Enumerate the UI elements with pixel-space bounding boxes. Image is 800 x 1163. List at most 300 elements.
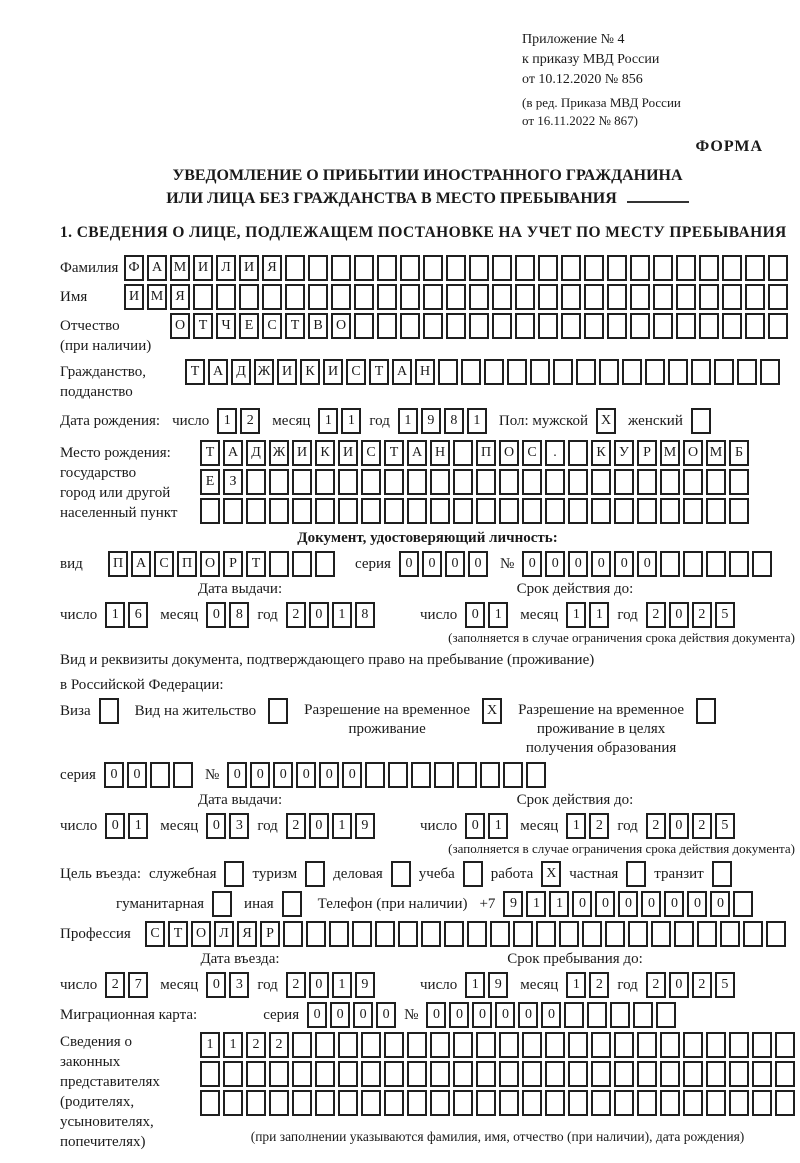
- profession-cells[interactable]: [145, 921, 786, 947]
- char-cell[interactable]: Ф: [124, 255, 144, 281]
- char-cell[interactable]: 1: [332, 602, 352, 628]
- char-cell[interactable]: Т: [193, 313, 213, 339]
- char-cell[interactable]: 3: [229, 813, 249, 839]
- char-cell[interactable]: [545, 469, 565, 495]
- char-cell[interactable]: [212, 891, 232, 917]
- char-cell[interactable]: [503, 762, 523, 788]
- char-cell[interactable]: 1: [566, 972, 586, 998]
- char-cell[interactable]: [305, 861, 325, 887]
- char-cell[interactable]: [444, 921, 464, 947]
- char-cell[interactable]: [576, 359, 596, 385]
- char-cell[interactable]: [193, 284, 213, 310]
- char-cell[interactable]: [568, 498, 588, 524]
- char-cell[interactable]: [423, 255, 443, 281]
- char-cell[interactable]: О: [331, 313, 351, 339]
- char-cell[interactable]: [766, 921, 786, 947]
- char-cell[interactable]: [200, 498, 220, 524]
- char-cell[interactable]: Н: [430, 440, 450, 466]
- char-cell[interactable]: [461, 359, 481, 385]
- char-cell[interactable]: [269, 469, 289, 495]
- char-cell[interactable]: 2: [269, 1032, 289, 1058]
- char-cell[interactable]: 5: [715, 972, 735, 998]
- char-cell[interactable]: В: [308, 313, 328, 339]
- char-cell[interactable]: 7: [128, 972, 148, 998]
- char-cell[interactable]: 8: [444, 408, 464, 434]
- char-cell[interactable]: [331, 284, 351, 310]
- char-cell[interactable]: [696, 698, 716, 724]
- char-cell[interactable]: [706, 1090, 726, 1116]
- char-cell[interactable]: [733, 891, 753, 917]
- char-cell[interactable]: [630, 313, 650, 339]
- char-cell[interactable]: [407, 1090, 427, 1116]
- char-cell[interactable]: Т: [285, 313, 305, 339]
- char-cell[interactable]: [269, 551, 289, 577]
- char-cell[interactable]: [338, 469, 358, 495]
- char-cell[interactable]: Д: [231, 359, 251, 385]
- char-cell[interactable]: [99, 698, 119, 724]
- char-cell[interactable]: 0: [445, 551, 465, 577]
- char-cell[interactable]: [361, 469, 381, 495]
- char-cell[interactable]: [522, 1032, 542, 1058]
- char-cell[interactable]: [568, 1090, 588, 1116]
- char-cell[interactable]: 8: [229, 602, 249, 628]
- residence-expiry-year-cells[interactable]: [646, 813, 735, 839]
- char-cell[interactable]: И: [239, 255, 259, 281]
- identity-expiry-day-cells[interactable]: [465, 602, 508, 628]
- char-cell[interactable]: Я: [237, 921, 257, 947]
- char-cell[interactable]: 2: [286, 813, 306, 839]
- char-cell[interactable]: [292, 469, 312, 495]
- char-cell[interactable]: [423, 284, 443, 310]
- char-cell[interactable]: [384, 469, 404, 495]
- char-cell[interactable]: 1: [332, 813, 352, 839]
- char-cell[interactable]: [691, 359, 711, 385]
- char-cell[interactable]: 1: [128, 813, 148, 839]
- char-cell[interactable]: [737, 359, 757, 385]
- char-cell[interactable]: [446, 284, 466, 310]
- char-cell[interactable]: [630, 255, 650, 281]
- char-cell[interactable]: [591, 469, 611, 495]
- char-cell[interactable]: [720, 921, 740, 947]
- char-cell[interactable]: И: [193, 255, 213, 281]
- char-cell[interactable]: 1: [332, 972, 352, 998]
- char-cell[interactable]: И: [338, 440, 358, 466]
- char-cell[interactable]: [338, 1061, 358, 1087]
- char-cell[interactable]: [610, 1002, 630, 1028]
- char-cell[interactable]: [407, 1061, 427, 1087]
- entry-month-cells[interactable]: [206, 972, 249, 998]
- char-cell[interactable]: [224, 861, 244, 887]
- doc-number-cells[interactable]: [522, 551, 772, 577]
- char-cell[interactable]: [660, 551, 680, 577]
- char-cell[interactable]: [591, 1090, 611, 1116]
- char-cell[interactable]: 0: [669, 813, 689, 839]
- char-cell[interactable]: [536, 921, 556, 947]
- char-cell[interactable]: [561, 313, 581, 339]
- char-cell[interactable]: [722, 255, 742, 281]
- char-cell[interactable]: А: [147, 255, 167, 281]
- char-cell[interactable]: 1: [217, 408, 237, 434]
- entry-day-cells[interactable]: [105, 972, 148, 998]
- char-cell[interactable]: 8: [355, 602, 375, 628]
- char-cell[interactable]: [561, 284, 581, 310]
- char-cell[interactable]: 0: [541, 1002, 561, 1028]
- char-cell[interactable]: [476, 1061, 496, 1087]
- char-cell[interactable]: [522, 1061, 542, 1087]
- char-cell[interactable]: [484, 359, 504, 385]
- char-cell[interactable]: [591, 1032, 611, 1058]
- char-cell[interactable]: [630, 284, 650, 310]
- sex-male-checkbox[interactable]: [596, 408, 616, 434]
- char-cell[interactable]: П: [108, 551, 128, 577]
- purpose-tourism-checkbox[interactable]: [305, 861, 325, 887]
- char-cell[interactable]: К: [315, 440, 335, 466]
- char-cell[interactable]: А: [392, 359, 412, 385]
- identity-issue-year-cells[interactable]: [286, 602, 375, 628]
- char-cell[interactable]: [674, 921, 694, 947]
- char-cell[interactable]: [584, 284, 604, 310]
- char-cell[interactable]: [492, 313, 512, 339]
- char-cell[interactable]: [246, 498, 266, 524]
- char-cell[interactable]: [407, 498, 427, 524]
- char-cell[interactable]: [760, 359, 780, 385]
- char-cell[interactable]: [714, 359, 734, 385]
- char-cell[interactable]: 2: [692, 972, 712, 998]
- char-cell[interactable]: 1: [488, 602, 508, 628]
- char-cell[interactable]: [768, 284, 788, 310]
- char-cell[interactable]: [361, 1061, 381, 1087]
- char-cell[interactable]: [476, 1032, 496, 1058]
- char-cell[interactable]: [262, 284, 282, 310]
- char-cell[interactable]: [292, 1090, 312, 1116]
- char-cell[interactable]: [329, 921, 349, 947]
- char-cell[interactable]: [729, 1090, 749, 1116]
- char-cell[interactable]: [223, 498, 243, 524]
- char-cell[interactable]: [338, 1090, 358, 1116]
- char-cell[interactable]: 0: [296, 762, 316, 788]
- char-cell[interactable]: [246, 469, 266, 495]
- char-cell[interactable]: [729, 469, 749, 495]
- char-cell[interactable]: [729, 551, 749, 577]
- char-cell[interactable]: 2: [692, 602, 712, 628]
- char-cell[interactable]: [607, 284, 627, 310]
- char-cell[interactable]: [354, 313, 374, 339]
- char-cell[interactable]: [683, 1090, 703, 1116]
- char-cell[interactable]: 0: [518, 1002, 538, 1028]
- char-cell[interactable]: 1: [526, 891, 546, 917]
- char-cell[interactable]: .: [545, 440, 565, 466]
- char-cell[interactable]: 0: [422, 551, 442, 577]
- char-cell[interactable]: А: [223, 440, 243, 466]
- char-cell[interactable]: 2: [589, 972, 609, 998]
- char-cell[interactable]: [637, 1090, 657, 1116]
- char-cell[interactable]: Е: [200, 469, 220, 495]
- char-cell[interactable]: [384, 1061, 404, 1087]
- char-cell[interactable]: [752, 1061, 772, 1087]
- residence-series-cells[interactable]: [104, 762, 193, 788]
- residence-issue-month-cells[interactable]: [206, 813, 249, 839]
- purpose-business-checkbox[interactable]: [391, 861, 411, 887]
- char-cell[interactable]: [223, 1061, 243, 1087]
- char-cell[interactable]: О: [683, 440, 703, 466]
- char-cell[interactable]: [453, 440, 473, 466]
- purpose-official-checkbox[interactable]: [224, 861, 244, 887]
- char-cell[interactable]: Р: [223, 551, 243, 577]
- char-cell[interactable]: 0: [319, 762, 339, 788]
- char-cell[interactable]: Р: [637, 440, 657, 466]
- char-cell[interactable]: [492, 255, 512, 281]
- char-cell[interactable]: И: [323, 359, 343, 385]
- char-cell[interactable]: [722, 313, 742, 339]
- char-cell[interactable]: [315, 1032, 335, 1058]
- representatives-row1-cells[interactable]: [200, 1032, 795, 1058]
- char-cell[interactable]: 0: [206, 813, 226, 839]
- char-cell[interactable]: А: [208, 359, 228, 385]
- purpose-other-checkbox[interactable]: [282, 891, 302, 917]
- char-cell[interactable]: [752, 1090, 772, 1116]
- char-cell[interactable]: 0: [687, 891, 707, 917]
- char-cell[interactable]: 1: [566, 602, 586, 628]
- char-cell[interactable]: [354, 255, 374, 281]
- char-cell[interactable]: X: [482, 698, 502, 724]
- char-cell[interactable]: 0: [307, 1002, 327, 1028]
- char-cell[interactable]: [545, 1090, 565, 1116]
- char-cell[interactable]: [377, 313, 397, 339]
- char-cell[interactable]: 1: [566, 813, 586, 839]
- char-cell[interactable]: М: [147, 284, 167, 310]
- purpose-study-checkbox[interactable]: [463, 861, 483, 887]
- char-cell[interactable]: [545, 498, 565, 524]
- char-cell[interactable]: [268, 698, 288, 724]
- char-cell[interactable]: [653, 255, 673, 281]
- char-cell[interactable]: [553, 359, 573, 385]
- char-cell[interactable]: Л: [214, 921, 234, 947]
- char-cell[interactable]: [683, 469, 703, 495]
- residence-permit-checkbox[interactable]: [268, 698, 288, 724]
- char-cell[interactable]: [584, 255, 604, 281]
- identity-issue-month-cells[interactable]: [206, 602, 249, 628]
- char-cell[interactable]: [745, 284, 765, 310]
- char-cell[interactable]: 2: [646, 813, 666, 839]
- char-cell[interactable]: 0: [206, 602, 226, 628]
- char-cell[interactable]: 1: [318, 408, 338, 434]
- char-cell[interactable]: Ж: [254, 359, 274, 385]
- char-cell[interactable]: 9: [355, 972, 375, 998]
- char-cell[interactable]: [626, 861, 646, 887]
- char-cell[interactable]: [668, 359, 688, 385]
- char-cell[interactable]: [614, 1061, 634, 1087]
- char-cell[interactable]: 0: [309, 972, 329, 998]
- char-cell[interactable]: [564, 1002, 584, 1028]
- char-cell[interactable]: 9: [488, 972, 508, 998]
- char-cell[interactable]: [607, 313, 627, 339]
- char-cell[interactable]: 9: [355, 813, 375, 839]
- residence-number-cells[interactable]: [227, 762, 546, 788]
- char-cell[interactable]: [492, 284, 512, 310]
- char-cell[interactable]: [499, 469, 519, 495]
- char-cell[interactable]: Д: [246, 440, 266, 466]
- char-cell[interactable]: 0: [426, 1002, 446, 1028]
- char-cell[interactable]: [490, 921, 510, 947]
- char-cell[interactable]: 0: [227, 762, 247, 788]
- char-cell[interactable]: [246, 1090, 266, 1116]
- char-cell[interactable]: [430, 469, 450, 495]
- char-cell[interactable]: М: [706, 440, 726, 466]
- char-cell[interactable]: [706, 1061, 726, 1087]
- birthplace-row2-cells[interactable]: [200, 469, 749, 495]
- char-cell[interactable]: [315, 498, 335, 524]
- char-cell[interactable]: [607, 255, 627, 281]
- char-cell[interactable]: 2: [246, 1032, 266, 1058]
- char-cell[interactable]: [522, 498, 542, 524]
- char-cell[interactable]: 2: [692, 813, 712, 839]
- char-cell[interactable]: 1: [488, 813, 508, 839]
- char-cell[interactable]: [400, 313, 420, 339]
- migration-series-cells[interactable]: [307, 1002, 396, 1028]
- char-cell[interactable]: [292, 1032, 312, 1058]
- char-cell[interactable]: Л: [216, 255, 236, 281]
- visa-checkbox[interactable]: [99, 698, 119, 724]
- birthdate-month-cells[interactable]: [318, 408, 361, 434]
- char-cell[interactable]: [430, 1032, 450, 1058]
- char-cell[interactable]: [706, 498, 726, 524]
- char-cell[interactable]: [599, 359, 619, 385]
- char-cell[interactable]: 0: [250, 762, 270, 788]
- char-cell[interactable]: [513, 921, 533, 947]
- char-cell[interactable]: [729, 1032, 749, 1058]
- char-cell[interactable]: [743, 921, 763, 947]
- char-cell[interactable]: [653, 313, 673, 339]
- char-cell[interactable]: [480, 762, 500, 788]
- char-cell[interactable]: [354, 284, 374, 310]
- migration-number-cells[interactable]: [426, 1002, 676, 1028]
- char-cell[interactable]: [200, 1061, 220, 1087]
- char-cell[interactable]: [628, 921, 648, 947]
- char-cell[interactable]: 0: [376, 1002, 396, 1028]
- char-cell[interactable]: М: [660, 440, 680, 466]
- char-cell[interactable]: [391, 861, 411, 887]
- char-cell[interactable]: 0: [669, 972, 689, 998]
- residence-issue-year-cells[interactable]: [286, 813, 375, 839]
- char-cell[interactable]: [697, 921, 717, 947]
- representatives-row3-cells[interactable]: [200, 1090, 795, 1116]
- char-cell[interactable]: [467, 921, 487, 947]
- char-cell[interactable]: И: [124, 284, 144, 310]
- char-cell[interactable]: 0: [669, 602, 689, 628]
- char-cell[interactable]: О: [170, 313, 190, 339]
- purpose-work-checkbox[interactable]: [541, 861, 561, 887]
- char-cell[interactable]: [315, 469, 335, 495]
- char-cell[interactable]: [453, 1090, 473, 1116]
- purpose-humanitarian-checkbox[interactable]: [212, 891, 232, 917]
- char-cell[interactable]: [407, 469, 427, 495]
- representatives-row2-cells[interactable]: [200, 1061, 795, 1087]
- char-cell[interactable]: 1: [223, 1032, 243, 1058]
- char-cell[interactable]: [430, 1061, 450, 1087]
- char-cell[interactable]: [676, 255, 696, 281]
- char-cell[interactable]: [561, 255, 581, 281]
- char-cell[interactable]: 0: [342, 762, 362, 788]
- char-cell[interactable]: [633, 1002, 653, 1028]
- char-cell[interactable]: 2: [240, 408, 260, 434]
- char-cell[interactable]: 0: [591, 551, 611, 577]
- purpose-private-checkbox[interactable]: [626, 861, 646, 887]
- char-cell[interactable]: [587, 1002, 607, 1028]
- purpose-transit-checkbox[interactable]: [712, 861, 732, 887]
- char-cell[interactable]: [239, 284, 259, 310]
- char-cell[interactable]: Я: [262, 255, 282, 281]
- char-cell[interactable]: 5: [715, 602, 735, 628]
- char-cell[interactable]: [365, 762, 385, 788]
- char-cell[interactable]: 3: [229, 972, 249, 998]
- birthplace-row1-cells[interactable]: [200, 440, 749, 466]
- char-cell[interactable]: [538, 255, 558, 281]
- char-cell[interactable]: [545, 1032, 565, 1058]
- char-cell[interactable]: З: [223, 469, 243, 495]
- char-cell[interactable]: [338, 498, 358, 524]
- char-cell[interactable]: [446, 255, 466, 281]
- char-cell[interactable]: [775, 1061, 795, 1087]
- char-cell[interactable]: [361, 1090, 381, 1116]
- char-cell[interactable]: 0: [465, 602, 485, 628]
- char-cell[interactable]: [400, 255, 420, 281]
- char-cell[interactable]: 1: [467, 408, 487, 434]
- char-cell[interactable]: [173, 762, 193, 788]
- char-cell[interactable]: [411, 762, 431, 788]
- char-cell[interactable]: 0: [495, 1002, 515, 1028]
- char-cell[interactable]: [269, 1090, 289, 1116]
- char-cell[interactable]: 2: [286, 972, 306, 998]
- char-cell[interactable]: [469, 255, 489, 281]
- stay-year-cells[interactable]: [646, 972, 735, 998]
- char-cell[interactable]: 0: [309, 602, 329, 628]
- char-cell[interactable]: [683, 1032, 703, 1058]
- char-cell[interactable]: [683, 498, 703, 524]
- char-cell[interactable]: 0: [273, 762, 293, 788]
- char-cell[interactable]: С: [145, 921, 165, 947]
- char-cell[interactable]: И: [277, 359, 297, 385]
- char-cell[interactable]: У: [614, 440, 634, 466]
- edu-permit-checkbox[interactable]: [696, 698, 716, 724]
- char-cell[interactable]: С: [346, 359, 366, 385]
- char-cell[interactable]: К: [591, 440, 611, 466]
- char-cell[interactable]: [315, 551, 335, 577]
- char-cell[interactable]: [438, 359, 458, 385]
- sex-female-checkbox[interactable]: [691, 408, 711, 434]
- char-cell[interactable]: [430, 498, 450, 524]
- char-cell[interactable]: [423, 313, 443, 339]
- char-cell[interactable]: 0: [664, 891, 684, 917]
- char-cell[interactable]: 0: [545, 551, 565, 577]
- char-cell[interactable]: [285, 255, 305, 281]
- char-cell[interactable]: [706, 551, 726, 577]
- char-cell[interactable]: [384, 1090, 404, 1116]
- residence-expiry-day-cells[interactable]: [465, 813, 508, 839]
- char-cell[interactable]: [150, 762, 170, 788]
- char-cell[interactable]: [559, 921, 579, 947]
- entry-year-cells[interactable]: [286, 972, 375, 998]
- residence-issue-day-cells[interactable]: [105, 813, 148, 839]
- char-cell[interactable]: К: [300, 359, 320, 385]
- char-cell[interactable]: 0: [522, 551, 542, 577]
- birthdate-day-cells[interactable]: [217, 408, 260, 434]
- char-cell[interactable]: 6: [128, 602, 148, 628]
- char-cell[interactable]: [453, 1032, 473, 1058]
- char-cell[interactable]: [515, 255, 535, 281]
- char-cell[interactable]: 1: [398, 408, 418, 434]
- char-cell[interactable]: [752, 1032, 772, 1058]
- char-cell[interactable]: 0: [309, 813, 329, 839]
